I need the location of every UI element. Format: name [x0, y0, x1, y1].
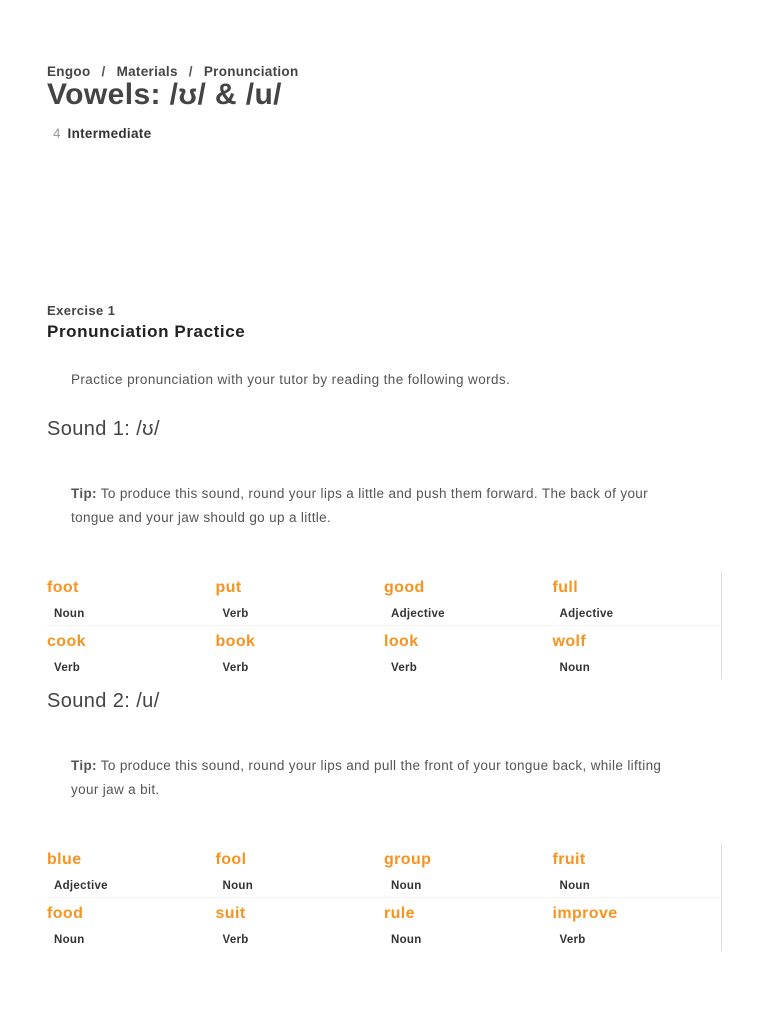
breadcrumb [47, 64, 299, 79]
word[interactable]: cook [47, 633, 86, 650]
tip-text: To produce this sound, round your lips and pull the front of your tongue back, while lifting your jaw a bit. [71, 758, 662, 797]
word[interactable]: good [384, 579, 425, 596]
word[interactable]: foot [47, 579, 79, 596]
exercise-label: Exercise 1 [47, 303, 116, 318]
word-card[interactable] [47, 898, 216, 951]
word-card[interactable] [553, 572, 722, 625]
word[interactable]: suit [215, 905, 246, 922]
breadcrumb-separator: / [101, 64, 106, 79]
word-card[interactable] [47, 572, 216, 625]
part-of-speech: Adjective [391, 608, 445, 620]
word-card[interactable] [216, 626, 385, 679]
tip-label: Tip: [71, 486, 97, 501]
breadcrumb-engoo[interactable]: Engoo [47, 64, 91, 79]
level-number: 4 [53, 126, 61, 141]
word-card[interactable] [216, 898, 385, 951]
part-of-speech: Verb [54, 662, 81, 674]
part-of-speech: Adjective [559, 608, 614, 620]
word-card[interactable] [553, 898, 722, 951]
word[interactable]: food [47, 905, 84, 922]
part-of-speech: Verb [222, 662, 249, 674]
part-of-speech: Verb [222, 608, 249, 620]
word-grid [47, 844, 722, 951]
part-of-speech: Noun [54, 934, 85, 946]
word-card[interactable] [216, 572, 385, 625]
part-of-speech: Verb [559, 934, 586, 946]
tip-label: Tip: [71, 758, 97, 773]
word-row [47, 898, 721, 951]
part-of-speech: Noun [559, 662, 591, 674]
word-grid [47, 572, 722, 679]
breadcrumb-separator: / [188, 64, 193, 79]
word[interactable]: fool [215, 851, 247, 868]
word[interactable]: put [215, 579, 242, 596]
word-row [47, 572, 721, 626]
breadcrumb-materials[interactable]: Materials [116, 64, 178, 79]
word[interactable]: full [552, 579, 579, 596]
part-of-speech: Noun [391, 880, 422, 892]
sound-heading: Sound 1: /ʊ/ [47, 418, 160, 440]
part-of-speech: Verb [222, 934, 249, 946]
word-card[interactable] [47, 626, 216, 679]
word[interactable]: rule [384, 905, 415, 922]
word[interactable]: fruit [552, 851, 586, 868]
word[interactable]: book [215, 633, 256, 650]
part-of-speech: Noun [391, 934, 422, 946]
word-card[interactable] [553, 626, 722, 679]
page-title: Vowels: /ʊ/ & /u/ [47, 78, 282, 111]
word-row [47, 844, 721, 898]
level-indicator [53, 126, 151, 141]
word-card[interactable] [47, 844, 216, 897]
part-of-speech: Adjective [54, 880, 108, 892]
part-of-speech: Noun [559, 880, 591, 892]
word[interactable]: group [384, 851, 432, 868]
part-of-speech: Noun [54, 608, 85, 620]
word-card[interactable] [384, 626, 553, 679]
tip-box [71, 754, 691, 802]
part-of-speech: Noun [222, 880, 254, 892]
sound-heading: Sound 2: /u/ [47, 690, 160, 712]
word-row [47, 626, 721, 679]
word-card[interactable] [216, 844, 385, 897]
breadcrumb-pronunciation[interactable]: Pronunciation [203, 64, 299, 79]
exercise-instructions: Practice pronunciation with your tutor by reading the following words. [71, 372, 511, 387]
exercise-title: Pronunciation Practice [47, 322, 246, 341]
word-card[interactable] [384, 844, 553, 897]
word[interactable]: wolf [552, 633, 587, 650]
word-card[interactable] [384, 898, 553, 951]
word[interactable]: blue [47, 851, 82, 868]
word-card[interactable] [553, 844, 722, 897]
word-card[interactable] [384, 572, 553, 625]
word[interactable]: improve [552, 905, 618, 922]
part-of-speech: Verb [391, 662, 418, 674]
tip-text: To produce this sound, round your lips a little and push them forward. The back of your tongue and your jaw should go up a little. [71, 486, 649, 525]
level-label: Intermediate [67, 126, 152, 141]
word[interactable]: look [384, 633, 419, 650]
tip-box [71, 482, 691, 530]
